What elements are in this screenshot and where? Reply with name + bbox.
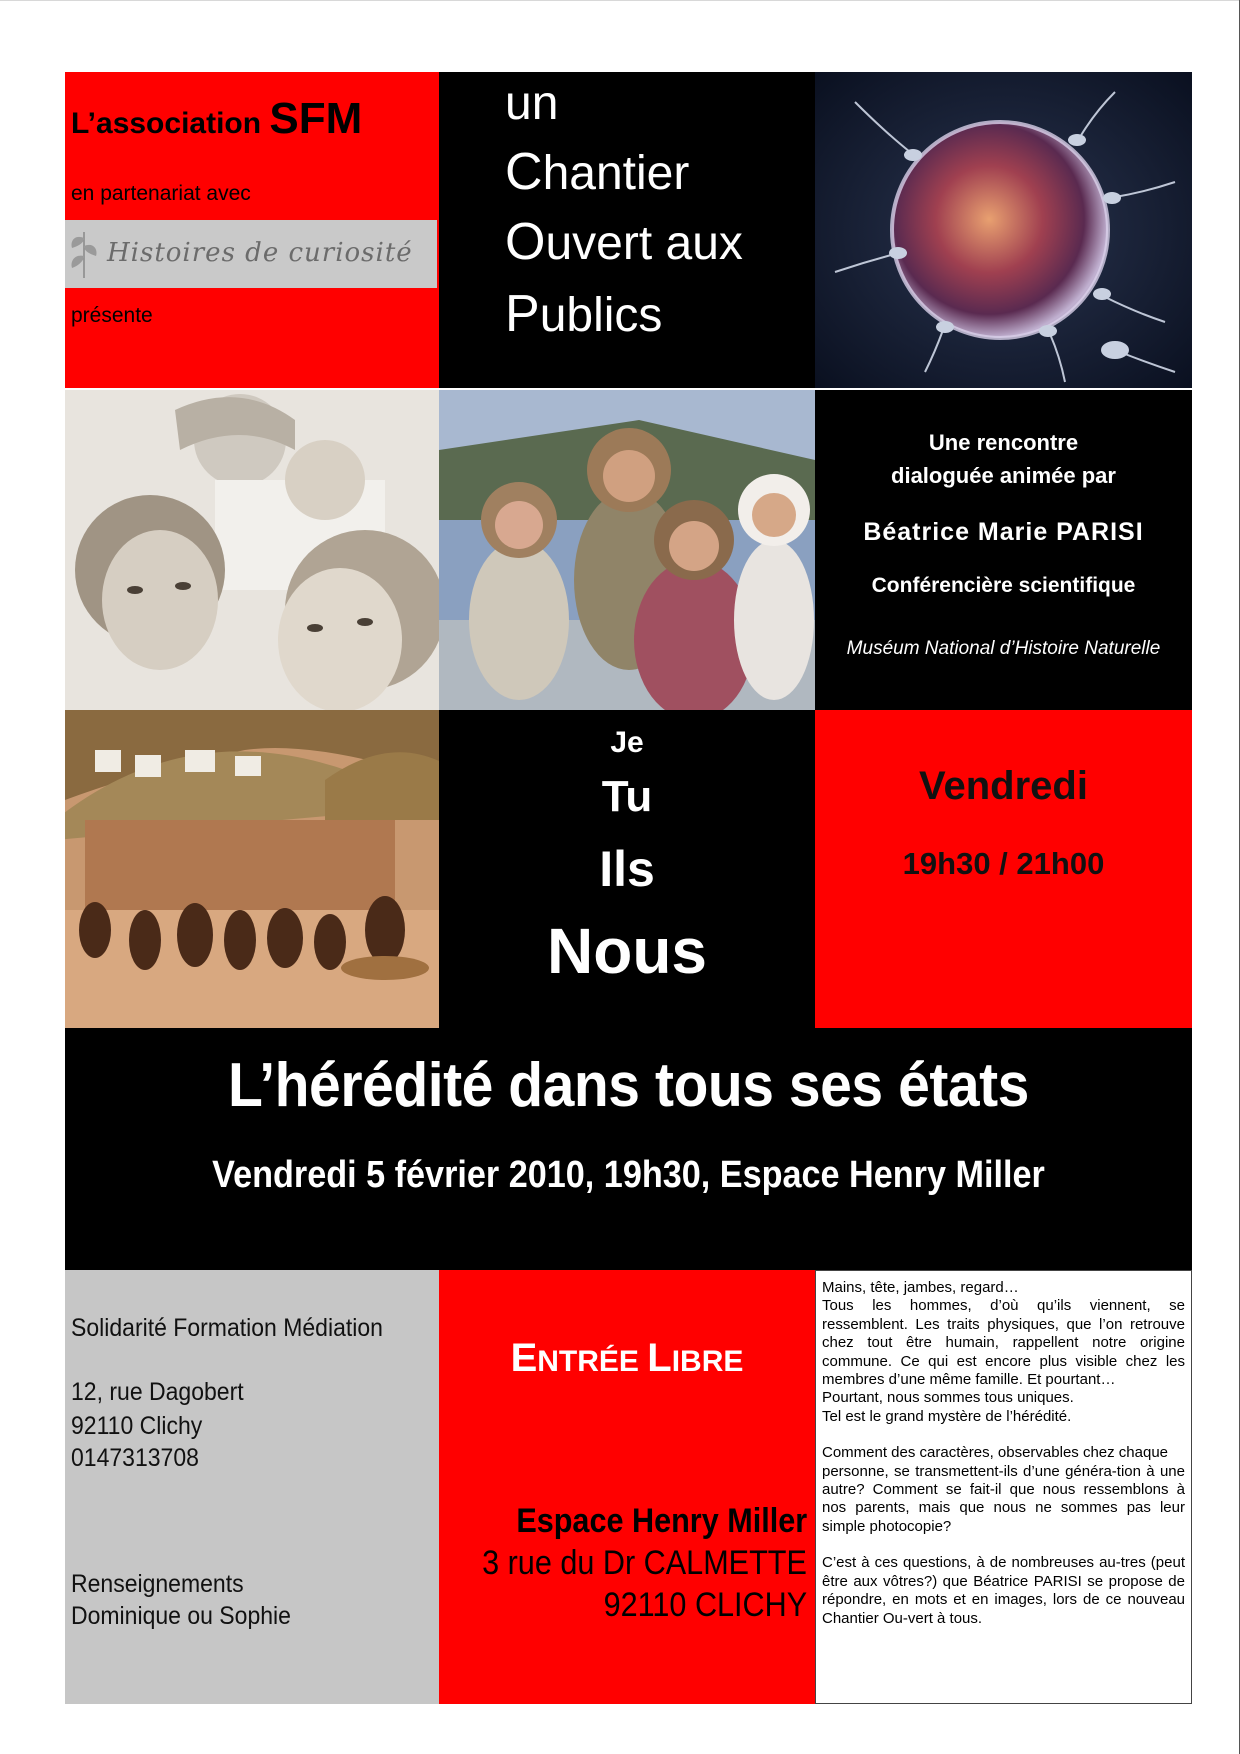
inuit-children-photo [439, 390, 815, 710]
info-names: Dominique ou Sophie [71, 1602, 291, 1630]
entry-rest: NTRÉE [537, 1345, 648, 1378]
meeting-description [815, 426, 1192, 492]
text-line: Comment des caractères, observables chez chaque [822, 1444, 1169, 1462]
venue-panel [439, 1270, 815, 1704]
speaker-role: Conférencière scientifique [871, 574, 1136, 597]
chantier-word-initial: P [505, 285, 540, 343]
contact-street: 12, rue Dagobert [71, 1378, 244, 1406]
speaker-panel [815, 390, 1192, 710]
speaker-name: Béatrice Marie PARISI [863, 518, 1144, 546]
meeting-line-2: dialoguée animée par [891, 463, 1116, 488]
fertilization-image [815, 72, 1192, 388]
organization-name [71, 1314, 383, 1343]
event-date: Vendredi 5 février 2010, 19h30, Espace Henry Miller [212, 1154, 1045, 1196]
contact-phone: 0147313708 [71, 1444, 199, 1472]
text-line: Tel est le grand mystère de l’hérédité. [822, 1407, 1072, 1425]
partner-name: Histoires de curiosité [107, 238, 413, 268]
info-label: Renseignements [71, 1570, 244, 1598]
chantier-panel [439, 72, 815, 388]
pronouns-panel [439, 710, 815, 1028]
fertilization-illustration [815, 72, 1192, 388]
org-initial: M [283, 1314, 303, 1342]
text-line: Mains, tête, jambes, regard… [822, 1279, 1019, 1296]
org-word: édiation [302, 1314, 383, 1342]
entry-initial: L [647, 1336, 672, 1380]
chantier-word-initial: O [505, 213, 546, 271]
org-initial: S [71, 1314, 87, 1342]
partner-logo [65, 220, 437, 288]
association-panel [65, 72, 439, 388]
page-border-top [0, 0, 1240, 1]
free-entry-label [439, 1336, 815, 1381]
contact-city: 92110 Clichy [71, 1412, 203, 1440]
family-photo [65, 390, 439, 710]
pronoun-tu: Tu [601, 772, 653, 821]
chantier-word-ouvert [505, 212, 743, 272]
association-name: SFM [269, 94, 363, 143]
org-initial: F [173, 1314, 188, 1342]
event-title: L’hérédité dans tous ses états [228, 1051, 1029, 1120]
village-illustration [65, 710, 439, 1028]
chantier-word-initial: un [505, 77, 559, 130]
description-text [815, 1270, 1192, 1704]
inuit-children-illustration [439, 390, 815, 710]
venue-city: 92110 CLICHY [603, 1586, 807, 1624]
pronoun-nous: Nous [547, 915, 707, 987]
title-banner [65, 1028, 1192, 1270]
org-word: olidarité [86, 1314, 174, 1342]
meeting-line-1: Une rencontre [928, 430, 1079, 455]
contact-panel [65, 1270, 439, 1704]
venue-street: 3 rue du Dr CALMETTE [482, 1544, 807, 1582]
text-paragraph: Tous les hommes, d’où qu’ils viennent, se ressemblent. Les traits physiques, que l’on retrouve chez tout être humain, rappellent notre origine commune. Ce qui est encore plus visible chez les membres d’une même famille. Et pourtant… [822, 1297, 1185, 1389]
family-photo-illustration [65, 390, 439, 710]
entry-initial: E [510, 1336, 538, 1380]
partner-line: en partenariat avec [71, 182, 251, 205]
chantier-word-initial: C [505, 143, 543, 201]
chantier-word-rest: ublics [539, 289, 663, 342]
schedule-time: 19h30 / 21h00 [902, 846, 1105, 881]
village-photo [65, 710, 439, 1028]
association-prefix: L’association [71, 107, 270, 140]
leaf-icon [68, 228, 100, 280]
paragraph-spacer [822, 1426, 1185, 1444]
speaker-institution: Muséum National d’Histoire Naturelle [846, 638, 1161, 659]
chantier-word-un [505, 76, 558, 131]
chantier-word-rest: hantier [542, 147, 690, 200]
text-paragraph: C’est à ces questions, à de nombreuses au-tres (peut être aux vôtres?) que Béatrice PARISI se propose de répondre, en mots et en images, lors de ce nouveau Chantier Ou-vert à tous. [822, 1554, 1185, 1627]
chantier-word-rest: uvert aux [545, 217, 743, 270]
schedule-panel [815, 710, 1192, 1028]
pronoun-je: Je [610, 726, 644, 759]
venue-name: Espace Henry Miller [516, 1502, 807, 1540]
paragraph-spacer [822, 1536, 1185, 1554]
chantier-word-publics [505, 284, 662, 344]
association-heading [71, 94, 362, 144]
pronoun-ils: Ils [599, 841, 655, 897]
org-word: ormation [187, 1314, 284, 1342]
chantier-word-chantier [505, 142, 689, 202]
schedule-day: Vendredi [919, 764, 1088, 808]
text-paragraph: personne, se transmettent-ils d’une généra-tion à une autre? Comment se fait-il que nous ressemblons à nos parents, mais que nous ne sommes pas leur simple photocopie? [822, 1462, 1185, 1535]
presents-label: présente [71, 304, 153, 327]
entry-rest: IBRE [671, 1345, 744, 1378]
text-line: Pourtant, nous sommes tous uniques. [822, 1389, 1074, 1407]
